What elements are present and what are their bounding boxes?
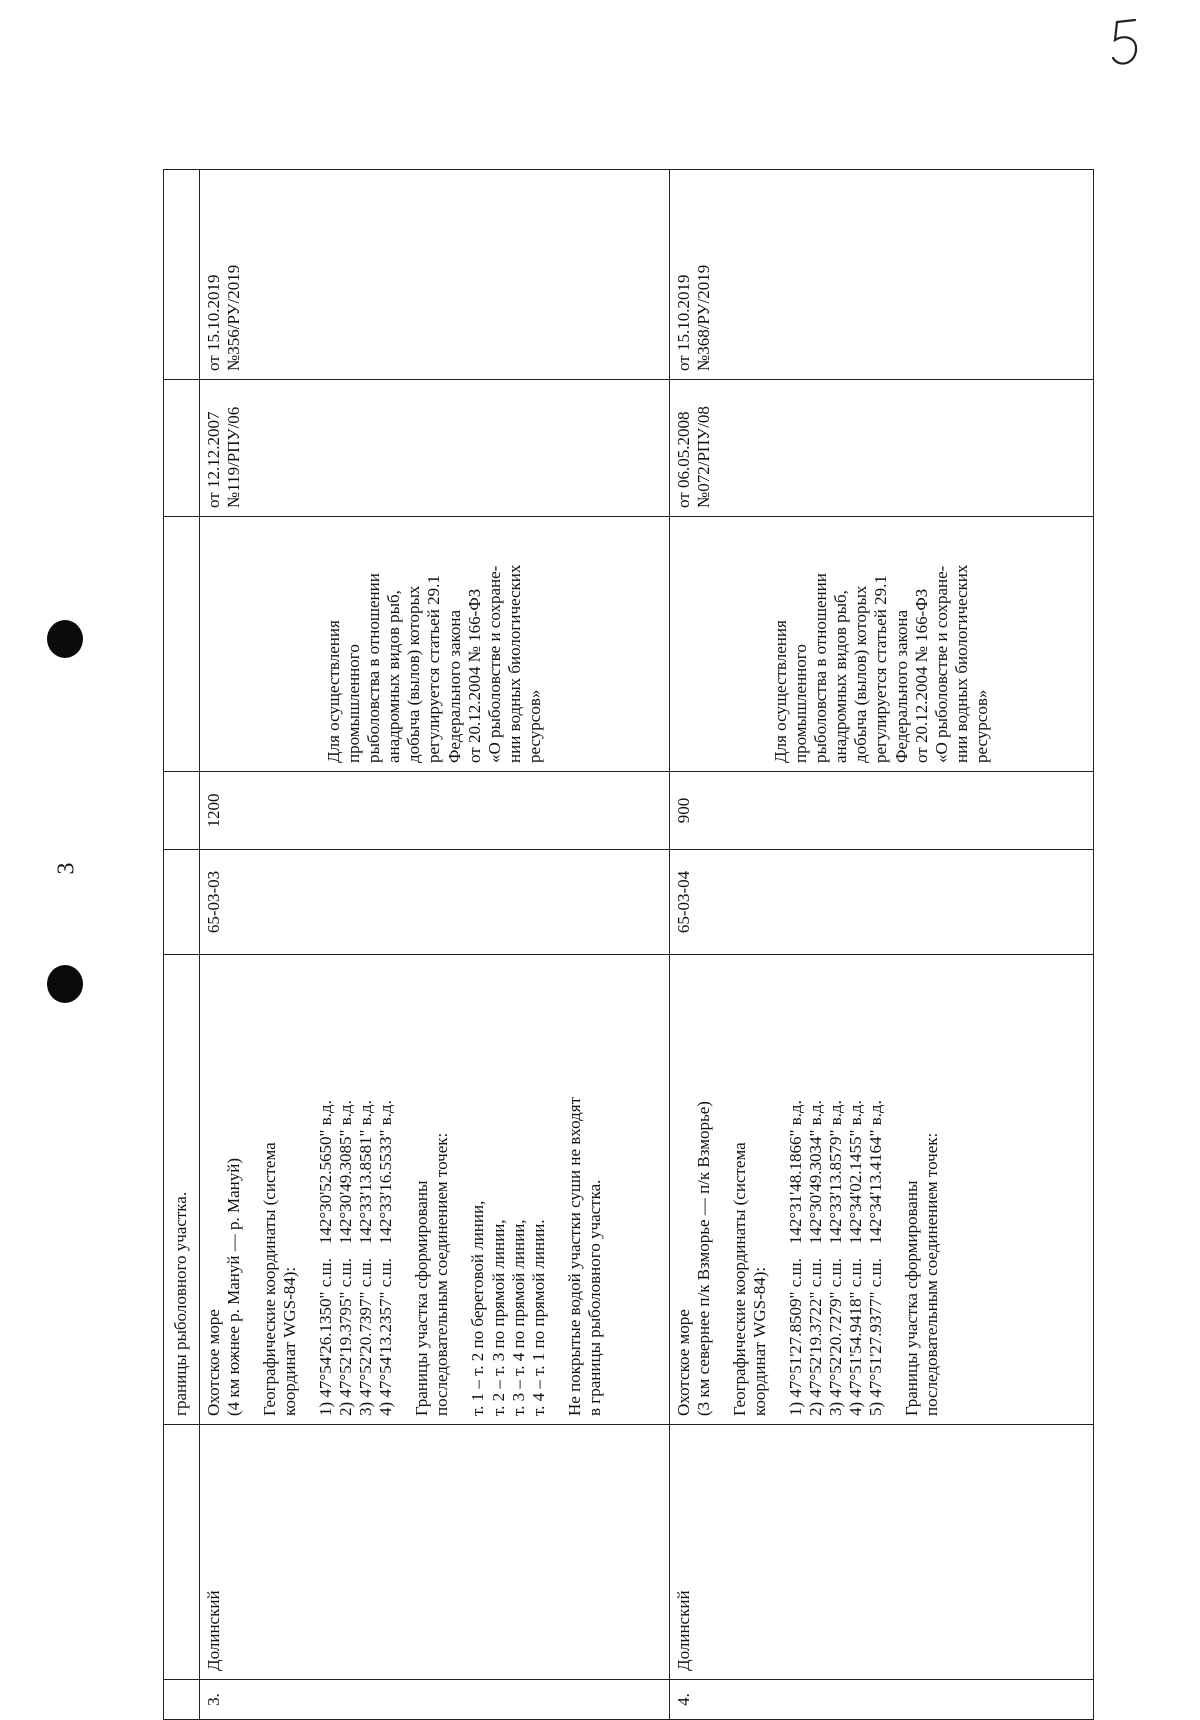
purpose-line: нии водных биологических [951,564,971,763]
purpose-text [200,517,670,772]
decision-number: №072/РПУ/08 [694,406,714,508]
borders-text: Границы участка сформированы [902,1180,922,1416]
location-title: Охотское море [674,1309,693,1416]
coords-intro: координат WGS-84): [280,1266,300,1416]
longitude: 142°34'02.1455" в.д. [846,1100,866,1245]
purpose-line: Федерального закона [444,609,464,763]
purpose-line: регулируется статьей 29.1 [424,575,444,763]
point-number: 3) [356,1401,376,1416]
purpose-line: «О рыболовстве и сохране- [931,565,951,763]
point-number: 3) [826,1401,846,1416]
purpose-line: анадромных видов рыб, [384,590,404,763]
longitude: 142°33'16.5533" в.д. [376,1100,396,1245]
point-number: 4) [846,1401,866,1416]
point-number: 5) [866,1401,886,1416]
purpose-line: промышленного [344,644,364,763]
longitude: 142°30'49.3085" в.д. [336,1100,356,1245]
purpose-line: Для осуществления [771,620,791,763]
segment-item: т. 1 – т. 2 по береговой линии, [468,1200,488,1416]
purpose-line: рыболовства в отношении [811,573,831,763]
location-description: (4 км южнее р. Мануй — р. Мануй) [224,1157,244,1416]
borders-text: последовательным соединением точек: [922,1132,942,1416]
segment-item: т. 4 – т. 1 по прямой линии. [528,1219,548,1416]
decision-ref [200,380,670,517]
district-name: Долинский [200,1425,670,1680]
header-continuation-text: границы рыболовного участка. [164,955,200,1425]
latitude: 47°52'19.3795" с.ш. [336,1258,356,1398]
decision-number: №119/РПУ/06 [224,406,244,508]
coordinate-point [786,963,806,1416]
row-number: 3. [200,1680,670,1720]
contract-ref [200,170,670,380]
coords-intro: Географические координаты (система [260,1142,280,1416]
table-cell [164,850,200,955]
point-number: 1) [786,1401,806,1416]
latitude: 47°52'20.7397" с.ш. [356,1258,376,1398]
latitude: 47°54'13.2357" с.ш. [376,1258,396,1398]
purpose-line: Федерального закона [891,609,911,763]
decision-date: от 06.05.2008 [674,411,693,508]
borders-text: Границы участка сформированы [412,1180,432,1416]
latitude: 47°52'19.3722" с.ш. [806,1258,826,1398]
latitude: 47°51'27.9377" с.ш. [866,1258,886,1398]
contract-number: №368/РУ/2019 [694,264,714,371]
decision-ref [670,380,1094,517]
longitude: 142°34'13.4164" в.д. [866,1100,886,1245]
longitude: 142°31'48.1866" в.д. [786,1100,806,1245]
table-cell [164,517,200,772]
point-number: 2) [336,1401,356,1416]
purpose-line: рыболовства в отношении [364,573,384,763]
coordinate-point [846,963,866,1416]
district-name: Долинский [670,1425,1094,1680]
table-row [200,170,670,1720]
coordinates-list [786,963,886,1416]
table-cell [164,170,200,380]
coordinate-point [866,963,886,1416]
contract-date: от 15.10.2019 [204,274,223,371]
location-title: Охотское море [204,1309,223,1416]
segments-list [468,963,548,1416]
borders-text: последовательным соединением точек: [432,1132,452,1416]
coords-intro: Географические координаты (система [730,1142,750,1416]
row-number: 4. [670,1680,1094,1720]
coordinate-point [356,963,376,1416]
rotated-table-area [163,170,1093,1720]
handwritten-page-mark [1105,14,1145,74]
purpose-line: нии водных биологических [504,564,524,763]
purpose-line: «О рыболовстве и сохране- [484,565,504,763]
segment-item: т. 3 – т. 4 по прямой линии, [508,1219,528,1416]
longitude: 142°30'52.5650" в.д. [316,1100,336,1245]
site-area: 900 [670,772,1094,850]
coordinate-point [376,963,396,1416]
site-code: 65-03-04 [670,850,1094,955]
purpose-line: добыча (вылов) которых [404,585,424,763]
purpose-line: добыча (вылов) которых [851,585,871,763]
point-number: 2) [806,1401,826,1416]
latitude: 47°51'27.8509" с.ш. [786,1258,806,1398]
purpose-line: промышленного [791,644,811,763]
punch-hole [47,965,83,1003]
table-cell [164,380,200,517]
note-text: в границы рыболовного участка. [584,1179,604,1416]
purpose-line: анадромных видов рыб, [831,590,851,763]
point-number: 4) [376,1401,396,1416]
table-cell [164,1680,200,1720]
coords-intro: координат WGS-84): [750,1266,770,1416]
coordinate-point [316,963,336,1416]
purpose-line: ресурсов» [971,689,991,763]
table-row [670,170,1094,1720]
coordinate-point [826,963,846,1416]
latitude: 47°52'20.7279" с.ш. [826,1258,846,1398]
note-text: Не покрытые водой участки суши не входят [564,1096,584,1416]
site-code: 65-03-03 [200,850,670,955]
latitude: 47°54'26.1350" с.ш. [316,1258,336,1398]
registry-table-container [163,170,1093,1720]
coordinates-list [316,963,396,1416]
location-description: (3 км севернее п/к Взморье — п/к Взморье) [694,1101,714,1416]
decision-date: от 12.12.2007 [204,411,223,508]
site-boundaries [670,955,1094,1425]
table-cell [164,772,200,850]
purpose-line: от 20.12.2004 № 166-ФЗ [911,588,931,763]
coordinate-point [806,963,826,1416]
contract-number: №356/РУ/2019 [224,264,244,371]
site-area: 1200 [200,772,670,850]
purpose-line: регулируется статьей 29.1 [871,575,891,763]
table-cell [164,1425,200,1680]
contract-date: от 15.10.2019 [674,274,693,371]
segment-item: т. 2 – т. 3 по прямой линии, [488,1219,508,1416]
latitude: 47°51'54.9418" с.ш. [846,1258,866,1398]
purpose-line: ресурсов» [524,689,544,763]
coordinate-point [336,963,356,1416]
table-header-continuation-row [164,170,200,1720]
longitude: 142°33'13.8579" в.д. [826,1100,846,1245]
longitude: 142°33'13.8581" в.д. [356,1100,376,1245]
purpose-text [670,517,1094,772]
longitude: 142°30'49.3034" в.д. [806,1100,826,1245]
page-number: 3 [53,862,80,875]
fishing-sites-table [163,169,1094,1720]
purpose-line: от 20.12.2004 № 166-ФЗ [464,588,484,763]
punch-hole [47,620,83,658]
purpose-line: Для осуществления [324,620,344,763]
point-number: 1) [316,1401,336,1416]
site-boundaries [200,955,670,1425]
contract-ref [670,170,1094,380]
